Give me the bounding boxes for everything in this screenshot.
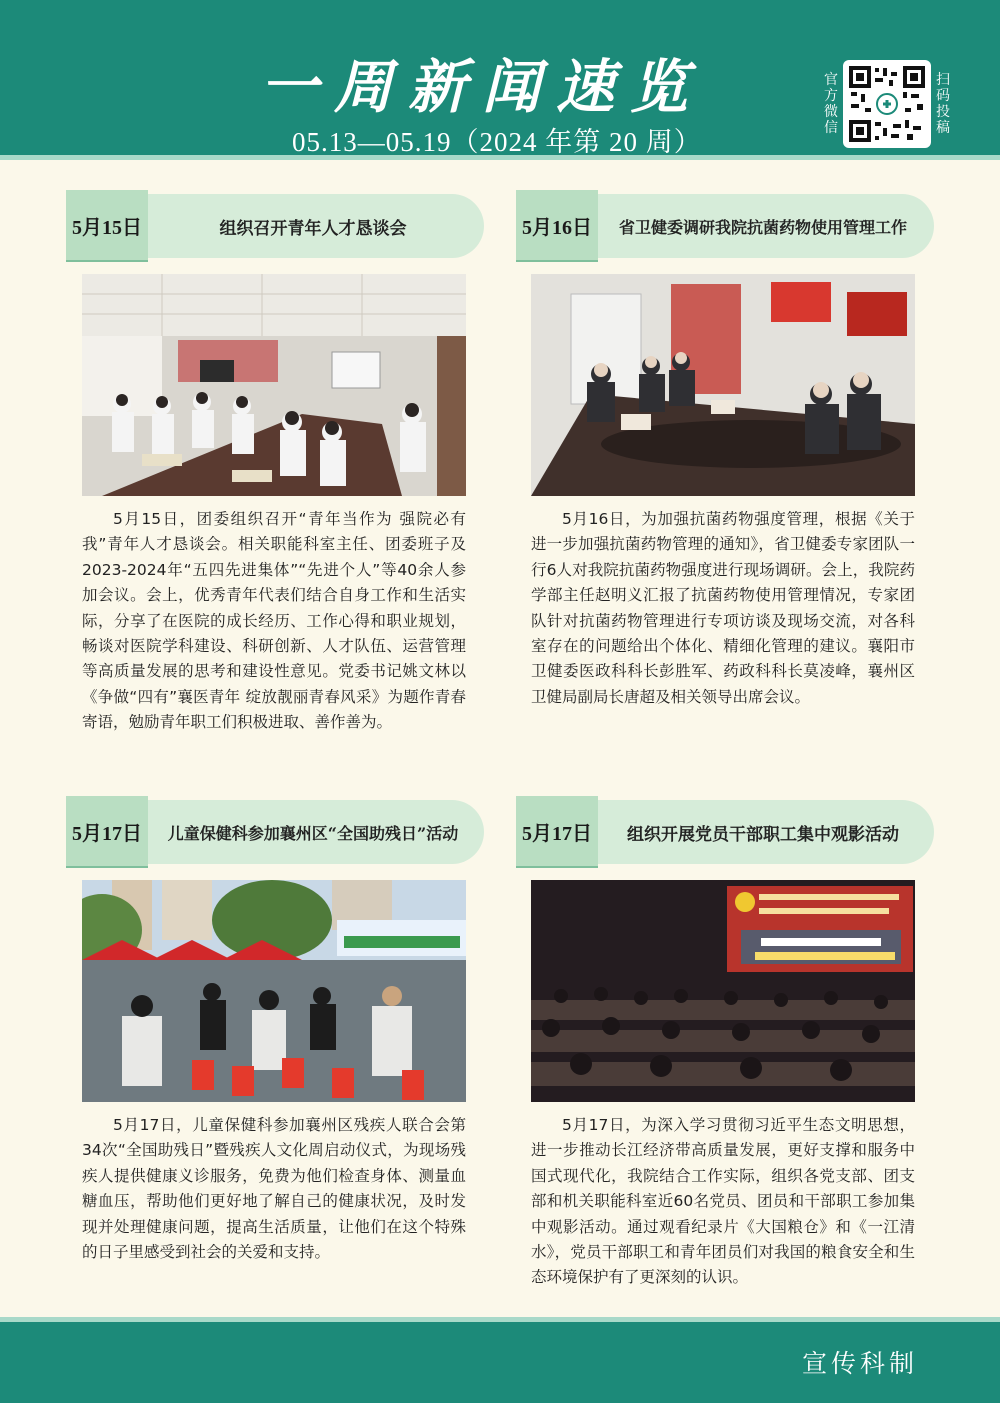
section-1-title: 组织召开青年人才恳谈会: [219, 218, 407, 239]
page-title: 一周新闻速览: [260, 53, 705, 121]
official-wechat-label: 官方微信: [824, 72, 838, 136]
footer-banner: [0, 1317, 1000, 1403]
section-3-title: 儿童保健科参加襄州区“全国助残日”活动: [167, 823, 459, 843]
header-banner: [0, 0, 1000, 160]
outdoor-event-photo: [82, 880, 466, 1102]
meeting-room-photo: [82, 274, 466, 496]
section-3-header: [66, 800, 484, 864]
footer-credit: 宣传科制: [801, 1349, 918, 1378]
section-4-header: [516, 800, 934, 864]
conference-table-photo: [531, 274, 915, 496]
section-3-body: 5月17日，儿童保健科参加襄州区残疾人联合会第34次“全国助残日”暨残疾人文化周启动仪式，为现场残疾人提供健康义诊服务，免费为他们检查身体、测量血糖血压，帮助他们更好地了解自己的健康状况，及时发现并处理健康问题，提高生活质量，让他们在这个特殊的日子里感受到社会的关爱和支持。: [82, 1116, 466, 1262]
section-4-title: 组织开展党员干部职工集中观影活动: [627, 824, 899, 845]
section-1-header: [66, 194, 484, 258]
section-2-body: 5月16日，为加强抗菌药物强度管理，根据《关于进一步加强抗菌药物管理的通知》，省卫健委专家团队一行6人对我院抗菌药物强度进行现场调研。会上，我院药学部主任赵明义汇报了抗菌药物使用管理情况，专家团队针对抗菌药物管理进行专项访谈及现场交流，对各科室存在的问题给出个体化、精细化管理的建议。襄阳市卫健委医政科科长彭胜军、药政科科长莫凌峰，襄州区卫健局副局长唐超及相关领导出席会议。: [531, 510, 915, 706]
section-4-date: 5月17日: [516, 796, 598, 866]
cinema-photo: [531, 880, 915, 1102]
scan-submit-label: 扫码投稿: [936, 72, 950, 136]
section-4-body: 5月17日，为深入学习贯彻习近平生态文明思想，进一步推动长江经济带高质量发展，更好支撑和服务中国式现代化，我院结合工作实际，组织各党支部、团支部和机关职能科室近60名党员、团员和干部职工参加集中观影活动。通过观看纪录片《大国粮仓》和《一江清水》，党员干部职工和青年团员们对我国的粮食安全和生态环境保护有了更深刻的认识。: [531, 1116, 915, 1287]
qr-code-icon[interactable]: [843, 60, 931, 148]
section-3-date: 5月17日: [66, 796, 148, 866]
section-1-body: 5月15日，团委组织召开“青年当作为 强院必有我”青年人才恳谈会。相关职能科室主任、团委班子及2023-2024年“五四先进集体”“先进个人”等40余人参加会议。会上，优秀青年代表们结合自身工作和生活实际，分享了在医院的成长经历、工作心得和职业规划，畅谈对医院学科建设、科研创新、人才队伍、运营管理等高质量发展的思考和建设性意见。党委书记姚文林以《争做“四有”襄医青年 绽放靓丽青春风采》为题作青春寄语，勉励青年职工们积极进取、善作善为。: [82, 510, 466, 732]
section-2-date: 5月16日: [516, 190, 598, 260]
section-2-title: 省卫健委调研我院抗菌药物使用管理工作: [618, 217, 907, 237]
section-2-header: [516, 194, 934, 258]
page-subtitle: 05.13—05.19（2024 年第 20 周）: [292, 127, 702, 157]
section-1-date: 5月15日: [66, 190, 148, 260]
